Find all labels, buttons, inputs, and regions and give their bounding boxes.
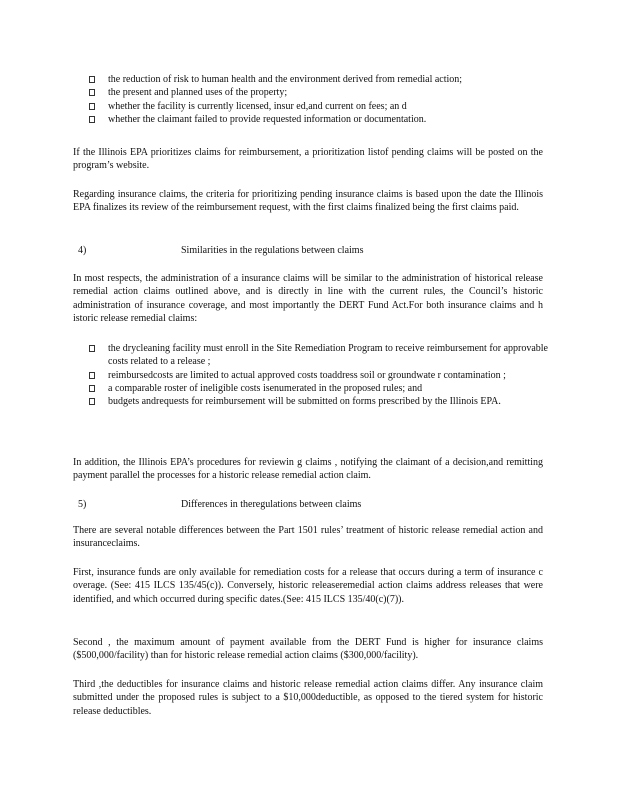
bullet-box-icon (89, 372, 95, 379)
bullet-box-icon (89, 116, 95, 123)
paragraph-differences: There are several notable differences between the Part 1501 rules’ treatment of historic release remedial action and insuranceclaims. (73, 525, 543, 550)
paragraph-similarities: In most respects, the administration of a insurance claims will be similar to the administration of historical release remedial action claims outlined above, and is directly in line with the current rules, the Council’s historic administration of insurance coverage, and most importantly the DERT Fund Act.For both insurance claims and h istoric release remedial claims: (73, 273, 543, 324)
section-title: Similarities in the regulations between claims (181, 245, 364, 256)
paragraph-third-difference: Third ,the deductibles for insurance claims and historic release remedial action claims differ. Any insurance claim submitted under the proposed rules is subject to a $10,000deductible, as opposed to the tiered system for historic release deductibles. (73, 679, 543, 717)
bullet-box-icon (89, 398, 95, 405)
paragraph-procedures: In addition, the Illinois EPA’s procedures for reviewin g claims , notifying the claimant of a decision,and remitting payment parallel the processes for a historic release remedial action claim. (73, 457, 543, 482)
list-item: the drycleaning facility must enroll in the Site Remediation Program to receive reimbursement for approvable costs related to a release ; (88, 342, 548, 369)
list-item: reimbursedcosts are limited to actual approved costs toaddress soil or groundwate r contamination ; (88, 369, 548, 382)
similarities-bullet-list (88, 342, 548, 408)
section-number: 4) (78, 245, 87, 256)
criteria-bullet-list (88, 73, 548, 126)
section-title: Differences in theregulations between claims (181, 499, 362, 510)
list-item: whether the facility is currently licensed, insur ed,and current on fees; an d (88, 100, 548, 113)
paragraph-first-difference: First, insurance funds are only available for remediation costs for a release that occurs during a term of insurance c overage. (See: 415 ILCS 135/45(c)). Conversely, historic releaseremedial action claims address releases that were identified, and which occurred during specific dates.(See: 415 ILCS 135/40(c)(7)). (73, 567, 543, 605)
bullet-box-icon (89, 345, 95, 352)
bullet-box-icon (89, 385, 95, 392)
section-number: 5) (78, 499, 87, 510)
list-item: the present and planned uses of the property; (88, 86, 548, 99)
paragraph-prioritization: If the Illinois EPA prioritizes claims for reimbursement, a prioritization listof pending claims will be posted on the program’s website. (73, 147, 543, 172)
list-item: a comparable roster of ineligible costs isenumerated in the proposed rules; and (88, 382, 548, 395)
bullet-box-icon (89, 76, 95, 83)
list-item: whether the claimant failed to provide requested information or documentation. (88, 113, 548, 126)
paragraph-insurance-criteria: Regarding insurance claims, the criteria for prioritizing pending insurance claims is based upon the date the Illinois EPA finalizes its review of the reimbursement request, with the first claims finalized being the first claims paid. (73, 189, 543, 214)
list-item: the reduction of risk to human health and the environment derived from remedial action; (88, 73, 548, 86)
paragraph-second-difference: Second , the maximum amount of payment available from the DERT Fund is higher for insurance claims ($500,000/facility) than for historic release remedial action claims ($300,000/facility). (73, 637, 543, 662)
bullet-box-icon (89, 103, 95, 110)
bullet-box-icon (89, 89, 95, 96)
list-item: budgets andrequests for reimbursement will be submitted on forms prescribed by the Illinois EPA. (88, 395, 548, 408)
